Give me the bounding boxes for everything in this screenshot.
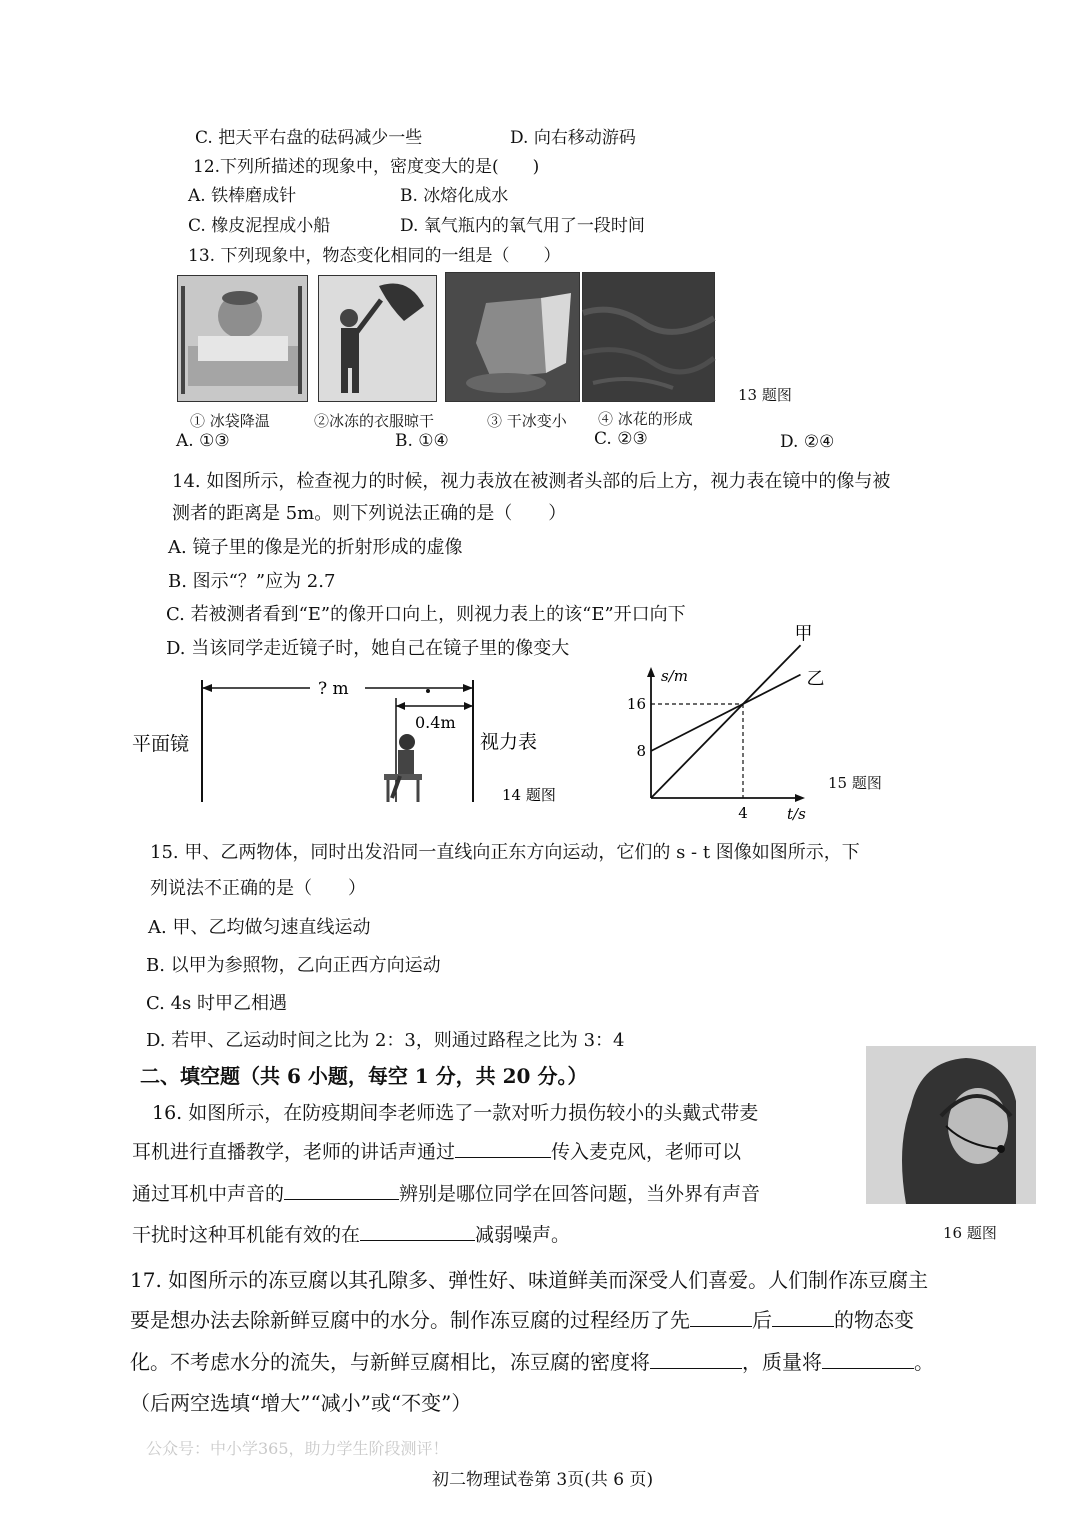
q16-line2-b: 传入麦克风，老师可以: [551, 1141, 742, 1163]
q14-stem-line2: 测者的距离是 5m。则下列说法正确的是（ ）: [172, 503, 567, 524]
q14-mirror-label: 平面镜: [132, 733, 190, 755]
q17-line2-b: 后: [752, 1308, 772, 1332]
q15-stem-line1: 15. 甲、乙两物体，同时出发沿同一直线向正东方向运动，它们的 s - t 图像如图所示，下: [150, 842, 860, 863]
q13-option-b: B. ①④: [395, 431, 449, 451]
q17-line4: （后两空选填“增大”“减小”或“不变”）: [130, 1391, 472, 1415]
q16-line3-b: 辨别是哪位同学在回答问题，当外界有声音: [399, 1183, 761, 1205]
q15-option-b: B. 以甲为参照物，乙向正西方向运动: [146, 955, 441, 976]
q17-line3-a: 化。不考虑水分的流失，与新鲜豆腐相比，冻豆腐的密度将: [130, 1350, 650, 1374]
q12-option-b: B. 冰熔化成水: [400, 186, 509, 206]
q12-stem: 12.下列所描述的现象中，密度变大的是( ): [193, 157, 540, 177]
q14-option-b: B. 图示“？”应为 2.7: [168, 571, 336, 592]
q16-line3-a: 通过耳机中声音的: [132, 1183, 285, 1205]
q13-figure-label: 13 题图: [738, 386, 792, 404]
q17-line1: 17. 如图所示的冻豆腐以其孔隙多、弹性好、味道鲜美而深受人们喜爱。人们制作冻豆腐主: [130, 1268, 929, 1292]
q13-option-a: A. ①③: [176, 431, 230, 451]
q16-blank-2[interactable]: [284, 1180, 399, 1200]
q13-caption-2: ②冰冻的衣服晾干: [314, 412, 435, 430]
q14-eye-chart-label: 视力表: [480, 731, 538, 753]
q12-option-a: A. 铁棒磨成针: [188, 186, 297, 206]
q17-line3-c: 。: [914, 1350, 934, 1374]
footer-watermark: 公众号：中小学365，助力学生阶段测评！: [146, 1439, 449, 1458]
q15-option-a: A. 甲、乙均做匀速直线运动: [148, 917, 371, 938]
q16-figure-label: 16 题图: [943, 1224, 997, 1242]
chart-y-tick-16: 16: [626, 695, 646, 713]
q17-blank-2[interactable]: [772, 1306, 834, 1327]
dry-ice-photo: [445, 272, 580, 402]
q13-option-d: D. ②④: [780, 432, 835, 452]
q14-stem-line1: 14. 如图所示，检查视力的时候，视力表放在被测者头部的后上方，视力表在镜中的像与被: [172, 471, 891, 492]
q17-line2-c: 的物态变: [834, 1308, 914, 1332]
chart-x-label: t/s: [787, 805, 806, 823]
q16-headset-photo: [866, 1046, 1036, 1204]
seated-person-icon: [384, 734, 422, 802]
q13-caption-4: ④ 冰花的形成: [598, 410, 693, 428]
q12-option-c: C. 橡皮泥捏成小船: [188, 216, 331, 236]
q16-line4-a: 干扰时这种耳机能有效的在: [132, 1224, 361, 1246]
q16-blank-3[interactable]: [360, 1221, 475, 1241]
q14-option-d: D. 当该同学走近镜子时，她自己在镜子里的像变大: [166, 638, 570, 659]
section2-heading: 二、填空题（共 6 小题，每空 1 分，共 20 分。）: [140, 1064, 588, 1088]
ice-bag-photo: [177, 275, 308, 402]
q14-option-c: C. 若被测者看到“E”的像开口向上，则视力表上的该“E”开口向下: [166, 604, 686, 625]
q17-line2-a: 要是想办法去除新鲜豆腐中的水分。制作冻豆腐的过程经历了先: [130, 1308, 690, 1332]
q17-line3-b: ，质量将: [742, 1350, 822, 1374]
q16-line4-b: 减弱噪声。: [475, 1224, 571, 1246]
chart-y-tick-8: 8: [636, 742, 646, 760]
ice-flower-photo: [582, 272, 715, 402]
q15-stem-line2: 列说法不正确的是（ ）: [150, 878, 366, 899]
q12-option-d: D. 氧气瓶内的氧气用了一段时间: [400, 216, 645, 236]
chart-y-label: s/m: [661, 667, 688, 685]
chart-series-yi-label: 乙: [806, 668, 825, 690]
q14-04m-label: 0.4m: [415, 713, 456, 732]
q15-st-chart: [615, 623, 825, 825]
q14-figure: [130, 670, 580, 810]
chart-x-tick-4: 4: [738, 804, 748, 822]
chart-x-axis-arrow: [795, 794, 805, 802]
q16-line1: 16. 如图所示，在防疫期间李老师选了一款对听力损伤较小的头戴式带麦: [152, 1102, 759, 1124]
q14-option-a: A. 镜子里的像是光的折射形成的虚像: [168, 537, 463, 558]
q16-blank-1[interactable]: [455, 1138, 551, 1158]
q15-option-c: C. 4s 时甲乙相遇: [146, 993, 287, 1014]
q13-option-c: C. ②③: [594, 429, 648, 449]
q13-stem: 13. 下列现象中，物态变化相同的一组是（ ）: [188, 246, 561, 266]
q11-option-c: C. 把天平右盘的砝码减少一些: [195, 128, 423, 148]
chart-y-axis-arrow: [647, 667, 655, 677]
q15-figure-label: 15 题图: [828, 774, 882, 792]
frozen-clothes-photo: [318, 275, 437, 402]
q11-option-d: D. 向右移动游码: [510, 128, 636, 148]
chart-series-jia-label: 甲: [794, 623, 813, 645]
q17-blank-4[interactable]: [822, 1348, 914, 1369]
q14-distance-label: ? m: [318, 679, 349, 699]
q17-blank-3[interactable]: [650, 1348, 742, 1369]
q17-blank-1[interactable]: [690, 1306, 752, 1327]
page-number: 初二物理试卷第 3页(共 6 页): [432, 1470, 654, 1490]
q15-option-d: D. 若甲、乙运动时间之比为 2：3，则通过路程之比为 3：4: [146, 1030, 625, 1051]
q14-figure-label: 14 题图: [502, 786, 556, 804]
q16-line2-a: 耳机进行直播教学，老师的讲话声通过: [132, 1141, 456, 1163]
chart-series-yi-line: [651, 675, 801, 751]
q13-caption-3: ③ 干冰变小: [487, 412, 567, 430]
q13-caption-1: ① 冰袋降温: [190, 412, 270, 430]
